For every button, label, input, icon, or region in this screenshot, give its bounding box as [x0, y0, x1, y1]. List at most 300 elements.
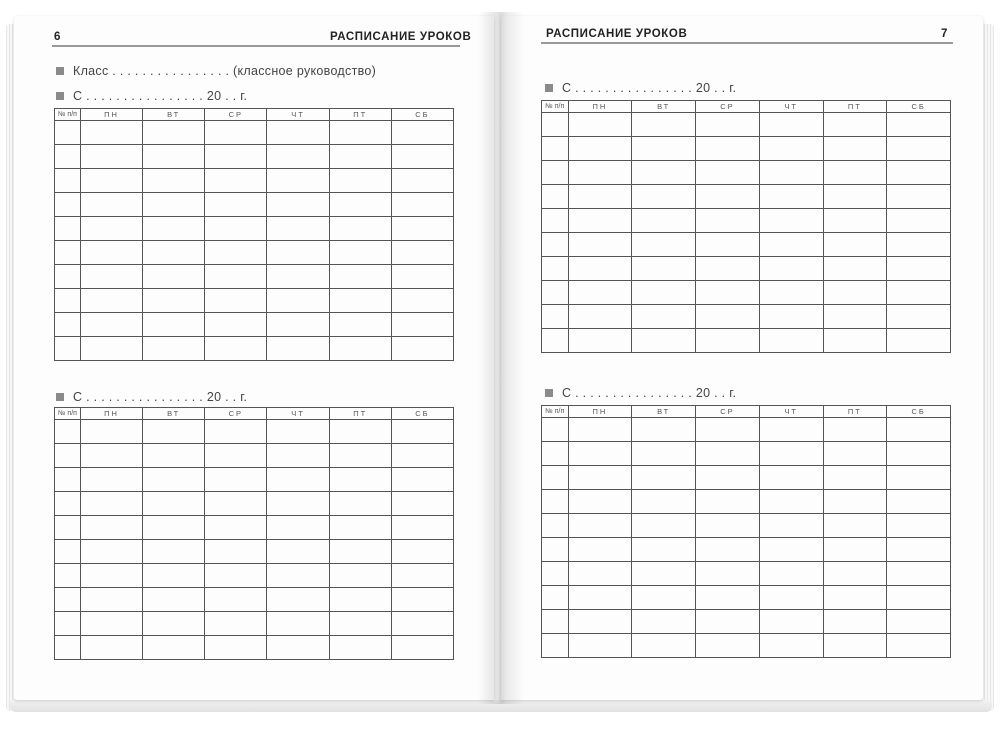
- table-cell: [568, 634, 632, 658]
- table-cell: [887, 634, 951, 658]
- timetable-right-2: [541, 405, 951, 658]
- table-cell: [391, 289, 453, 313]
- table-cell: [55, 313, 81, 337]
- table-cell: [759, 490, 823, 514]
- table-row: [55, 193, 454, 217]
- table-cell: [267, 169, 329, 193]
- timetable-left-2: [54, 407, 454, 660]
- table-cell: [823, 418, 887, 442]
- column-header-day: ПТ: [329, 408, 391, 420]
- table-cell: [329, 516, 391, 540]
- table-cell: [267, 121, 329, 145]
- column-header-number: № п/п: [55, 408, 81, 420]
- table-cell: [391, 337, 453, 361]
- column-header-number: № п/п: [542, 406, 569, 418]
- table-cell: [143, 145, 205, 169]
- table-cell: [267, 241, 329, 265]
- table-cell: [632, 209, 696, 233]
- table-cell: [391, 516, 453, 540]
- table-cell: [696, 586, 760, 610]
- table-cell: [759, 161, 823, 185]
- table-cell: [823, 514, 887, 538]
- schedule-date-label: С . . . . . . . . . . . . . . . . 20 . . г.: [562, 81, 737, 95]
- table-row: [55, 612, 454, 636]
- table-cell: [205, 636, 267, 660]
- table-cell: [205, 241, 267, 265]
- table-cell: [267, 564, 329, 588]
- table-cell: [542, 233, 569, 257]
- table-cell: [143, 516, 205, 540]
- timetable-header-row: [542, 101, 951, 113]
- schedule-date-line-right-2: [545, 386, 736, 400]
- table-row: [55, 265, 454, 289]
- table-cell: [887, 514, 951, 538]
- timetable-header-row: [55, 408, 454, 420]
- column-header-day: ВТ: [143, 408, 205, 420]
- table-cell: [823, 466, 887, 490]
- table-cell: [887, 442, 951, 466]
- table-cell: [568, 442, 632, 466]
- right-header-rule: [541, 42, 953, 44]
- table-cell: [205, 588, 267, 612]
- table-cell: [205, 145, 267, 169]
- table-cell: [759, 209, 823, 233]
- table-cell: [80, 121, 142, 145]
- timetable-left-1: [54, 108, 454, 361]
- table-cell: [759, 329, 823, 353]
- table-cell: [887, 305, 951, 329]
- table-cell: [80, 492, 142, 516]
- table-cell: [632, 305, 696, 329]
- table-cell: [143, 612, 205, 636]
- table-row: [55, 420, 454, 444]
- table-row: [542, 305, 951, 329]
- table-cell: [143, 420, 205, 444]
- table-cell: [823, 137, 887, 161]
- table-cell: [887, 281, 951, 305]
- table-cell: [329, 564, 391, 588]
- table-cell: [823, 538, 887, 562]
- table-cell: [55, 265, 81, 289]
- table-cell: [542, 113, 569, 137]
- table-cell: [80, 289, 142, 313]
- table-row: [55, 468, 454, 492]
- table-cell: [80, 564, 142, 588]
- table-cell: [542, 418, 569, 442]
- column-header-day: ЧТ: [759, 101, 823, 113]
- table-cell: [143, 540, 205, 564]
- table-cell: [632, 418, 696, 442]
- table-cell: [568, 209, 632, 233]
- table-row: [55, 217, 454, 241]
- table-cell: [887, 562, 951, 586]
- table-cell: [696, 466, 760, 490]
- table-cell: [632, 257, 696, 281]
- table-row: [55, 313, 454, 337]
- table-cell: [696, 442, 760, 466]
- table-cell: [205, 564, 267, 588]
- column-header-day: СБ: [391, 408, 453, 420]
- table-cell: [759, 305, 823, 329]
- table-cell: [391, 241, 453, 265]
- table-cell: [887, 257, 951, 281]
- table-cell: [55, 540, 81, 564]
- right-page-title: РАСПИСАНИЕ УРОКОВ: [546, 28, 688, 40]
- table-row: [542, 113, 951, 137]
- table-cell: [205, 612, 267, 636]
- table-cell: [759, 610, 823, 634]
- column-header-day: СБ: [391, 109, 453, 121]
- table-cell: [391, 217, 453, 241]
- table-cell: [696, 514, 760, 538]
- table-cell: [205, 313, 267, 337]
- table-cell: [80, 636, 142, 660]
- table-cell: [55, 121, 81, 145]
- table-row: [55, 444, 454, 468]
- column-header-day: ВТ: [143, 109, 205, 121]
- table-cell: [632, 562, 696, 586]
- table-cell: [205, 121, 267, 145]
- table-cell: [823, 610, 887, 634]
- table-cell: [696, 305, 760, 329]
- table-cell: [823, 490, 887, 514]
- table-cell: [205, 217, 267, 241]
- table-row: [542, 281, 951, 305]
- table-cell: [759, 562, 823, 586]
- table-cell: [696, 233, 760, 257]
- column-header-day: ЧТ: [267, 408, 329, 420]
- table-cell: [632, 137, 696, 161]
- table-cell: [542, 562, 569, 586]
- table-cell: [759, 113, 823, 137]
- table-cell: [696, 490, 760, 514]
- table-cell: [823, 209, 887, 233]
- table-cell: [55, 468, 81, 492]
- table-cell: [391, 145, 453, 169]
- table-cell: [267, 516, 329, 540]
- table-cell: [329, 492, 391, 516]
- table-cell: [568, 257, 632, 281]
- table-cell: [568, 113, 632, 137]
- table-row: [542, 514, 951, 538]
- table-cell: [568, 305, 632, 329]
- table-cell: [80, 145, 142, 169]
- table-cell: [887, 466, 951, 490]
- table-cell: [143, 444, 205, 468]
- right-page-number: 7: [941, 28, 948, 40]
- table-cell: [632, 161, 696, 185]
- table-cell: [143, 121, 205, 145]
- table-cell: [80, 337, 142, 361]
- table-cell: [823, 113, 887, 137]
- table-cell: [568, 562, 632, 586]
- table-cell: [267, 468, 329, 492]
- table-cell: [329, 612, 391, 636]
- table-cell: [55, 169, 81, 193]
- table-row: [55, 516, 454, 540]
- table-cell: [887, 490, 951, 514]
- schedule-date-line-left-2: [56, 390, 247, 404]
- table-cell: [329, 313, 391, 337]
- column-header-day: СБ: [887, 101, 951, 113]
- table-cell: [55, 444, 81, 468]
- table-cell: [887, 329, 951, 353]
- table-cell: [823, 281, 887, 305]
- table-cell: [542, 281, 569, 305]
- table-cell: [391, 193, 453, 217]
- table-cell: [696, 113, 760, 137]
- table-row: [55, 636, 454, 660]
- table-row: [542, 562, 951, 586]
- table-cell: [267, 420, 329, 444]
- table-cell: [267, 217, 329, 241]
- table-cell: [632, 634, 696, 658]
- table-row: [542, 610, 951, 634]
- table-cell: [632, 538, 696, 562]
- column-header-day: ВТ: [632, 101, 696, 113]
- table-cell: [391, 636, 453, 660]
- column-header-day: ЧТ: [267, 109, 329, 121]
- column-header-day: СР: [696, 406, 760, 418]
- schedule-date-line-right-1: [545, 81, 736, 95]
- column-header-day: ПН: [568, 101, 632, 113]
- table-cell: [696, 562, 760, 586]
- table-cell: [542, 137, 569, 161]
- column-header-day: ПТ: [329, 109, 391, 121]
- column-header-day: ПТ: [823, 406, 887, 418]
- table-cell: [391, 444, 453, 468]
- table-row: [542, 418, 951, 442]
- table-row: [55, 564, 454, 588]
- table-row: [542, 233, 951, 257]
- table-cell: [329, 420, 391, 444]
- table-cell: [887, 586, 951, 610]
- table-cell: [329, 337, 391, 361]
- timetable-header-row: [542, 406, 951, 418]
- table-cell: [80, 313, 142, 337]
- table-cell: [143, 241, 205, 265]
- table-cell: [632, 329, 696, 353]
- table-cell: [80, 540, 142, 564]
- column-header-day: СР: [205, 408, 267, 420]
- table-cell: [329, 169, 391, 193]
- table-cell: [632, 442, 696, 466]
- table-cell: [823, 586, 887, 610]
- table-cell: [542, 257, 569, 281]
- table-row: [55, 492, 454, 516]
- table-cell: [205, 193, 267, 217]
- table-cell: [542, 442, 569, 466]
- table-row: [542, 257, 951, 281]
- table-cell: [80, 169, 142, 193]
- table-cell: [759, 418, 823, 442]
- table-cell: [823, 161, 887, 185]
- table-cell: [205, 265, 267, 289]
- table-cell: [329, 540, 391, 564]
- table-row: [542, 161, 951, 185]
- table-cell: [696, 538, 760, 562]
- table-cell: [632, 610, 696, 634]
- table-cell: [205, 468, 267, 492]
- table-cell: [391, 468, 453, 492]
- table-cell: [568, 490, 632, 514]
- table-cell: [329, 217, 391, 241]
- table-cell: [55, 516, 81, 540]
- table-row: [55, 337, 454, 361]
- table-cell: [542, 634, 569, 658]
- table-cell: [267, 444, 329, 468]
- table-cell: [143, 564, 205, 588]
- table-cell: [205, 540, 267, 564]
- table-cell: [568, 418, 632, 442]
- table-cell: [143, 588, 205, 612]
- table-cell: [55, 588, 81, 612]
- table-cell: [329, 193, 391, 217]
- table-cell: [391, 265, 453, 289]
- table-cell: [80, 588, 142, 612]
- left-page-number: 6: [54, 31, 61, 43]
- schedule-date-label: С . . . . . . . . . . . . . . . . 20 . . г.: [73, 89, 248, 103]
- table-cell: [632, 490, 696, 514]
- table-cell: [632, 113, 696, 137]
- table-cell: [267, 313, 329, 337]
- table-cell: [823, 305, 887, 329]
- table-cell: [542, 161, 569, 185]
- table-cell: [542, 514, 569, 538]
- table-cell: [143, 289, 205, 313]
- table-cell: [696, 257, 760, 281]
- table-cell: [759, 634, 823, 658]
- table-cell: [542, 490, 569, 514]
- timetable-right-1: [541, 100, 951, 353]
- column-header-day: ВТ: [632, 406, 696, 418]
- table-cell: [823, 562, 887, 586]
- table-cell: [391, 169, 453, 193]
- table-cell: [55, 337, 81, 361]
- square-bullet-icon: [545, 84, 553, 92]
- table-cell: [80, 265, 142, 289]
- table-cell: [143, 636, 205, 660]
- table-cell: [568, 538, 632, 562]
- table-cell: [632, 466, 696, 490]
- table-cell: [391, 492, 453, 516]
- table-cell: [568, 466, 632, 490]
- table-cell: [823, 257, 887, 281]
- table-cell: [55, 289, 81, 313]
- table-row: [542, 185, 951, 209]
- column-header-day: СР: [205, 109, 267, 121]
- table-cell: [80, 516, 142, 540]
- table-cell: [887, 161, 951, 185]
- table-cell: [759, 185, 823, 209]
- table-cell: [759, 586, 823, 610]
- table-cell: [80, 217, 142, 241]
- column-header-day: ПН: [80, 408, 142, 420]
- table-cell: [205, 337, 267, 361]
- square-bullet-icon: [56, 67, 64, 75]
- table-cell: [143, 193, 205, 217]
- table-cell: [55, 145, 81, 169]
- table-cell: [568, 586, 632, 610]
- table-cell: [329, 636, 391, 660]
- table-cell: [568, 185, 632, 209]
- table-cell: [143, 468, 205, 492]
- table-cell: [887, 185, 951, 209]
- table-cell: [267, 337, 329, 361]
- table-cell: [391, 420, 453, 444]
- table-row: [55, 289, 454, 313]
- column-header-number: № п/п: [542, 101, 569, 113]
- table-row: [55, 588, 454, 612]
- schedule-date-line-left-1: [56, 89, 247, 103]
- table-cell: [329, 468, 391, 492]
- table-cell: [759, 466, 823, 490]
- table-row: [542, 209, 951, 233]
- table-cell: [267, 492, 329, 516]
- table-cell: [267, 540, 329, 564]
- table-cell: [55, 241, 81, 265]
- class-label: Класс . . . . . . . . . . . . . . . . (классное руководство): [73, 64, 377, 78]
- table-cell: [632, 233, 696, 257]
- table-cell: [267, 588, 329, 612]
- schedule-date-label: С . . . . . . . . . . . . . . . . 20 . . г.: [562, 386, 737, 400]
- table-cell: [887, 233, 951, 257]
- table-cell: [143, 337, 205, 361]
- table-row: [55, 540, 454, 564]
- table-cell: [391, 540, 453, 564]
- table-cell: [632, 586, 696, 610]
- table-cell: [696, 281, 760, 305]
- table-cell: [696, 185, 760, 209]
- table-cell: [568, 233, 632, 257]
- table-cell: [267, 612, 329, 636]
- table-cell: [759, 233, 823, 257]
- table-cell: [80, 444, 142, 468]
- table-row: [55, 121, 454, 145]
- table-cell: [823, 185, 887, 209]
- table-cell: [887, 610, 951, 634]
- table-cell: [143, 492, 205, 516]
- table-cell: [55, 636, 81, 660]
- table-cell: [568, 610, 632, 634]
- square-bullet-icon: [56, 393, 64, 401]
- table-row: [542, 466, 951, 490]
- table-cell: [568, 161, 632, 185]
- table-cell: [632, 185, 696, 209]
- table-row: [55, 145, 454, 169]
- table-cell: [696, 634, 760, 658]
- table-cell: [568, 329, 632, 353]
- table-cell: [55, 492, 81, 516]
- table-cell: [759, 538, 823, 562]
- left-page-title: РАСПИСАНИЕ УРОКОВ: [330, 31, 472, 43]
- table-cell: [329, 121, 391, 145]
- table-cell: [205, 492, 267, 516]
- table-cell: [267, 193, 329, 217]
- table-cell: [823, 442, 887, 466]
- table-row: [55, 169, 454, 193]
- table-cell: [696, 209, 760, 233]
- table-cell: [823, 233, 887, 257]
- schedule-date-label: С . . . . . . . . . . . . . . . . 20 . . г.: [73, 390, 248, 404]
- table-cell: [205, 444, 267, 468]
- table-cell: [205, 289, 267, 313]
- table-cell: [759, 514, 823, 538]
- table-row: [542, 137, 951, 161]
- table-cell: [391, 588, 453, 612]
- table-cell: [542, 185, 569, 209]
- table-cell: [329, 265, 391, 289]
